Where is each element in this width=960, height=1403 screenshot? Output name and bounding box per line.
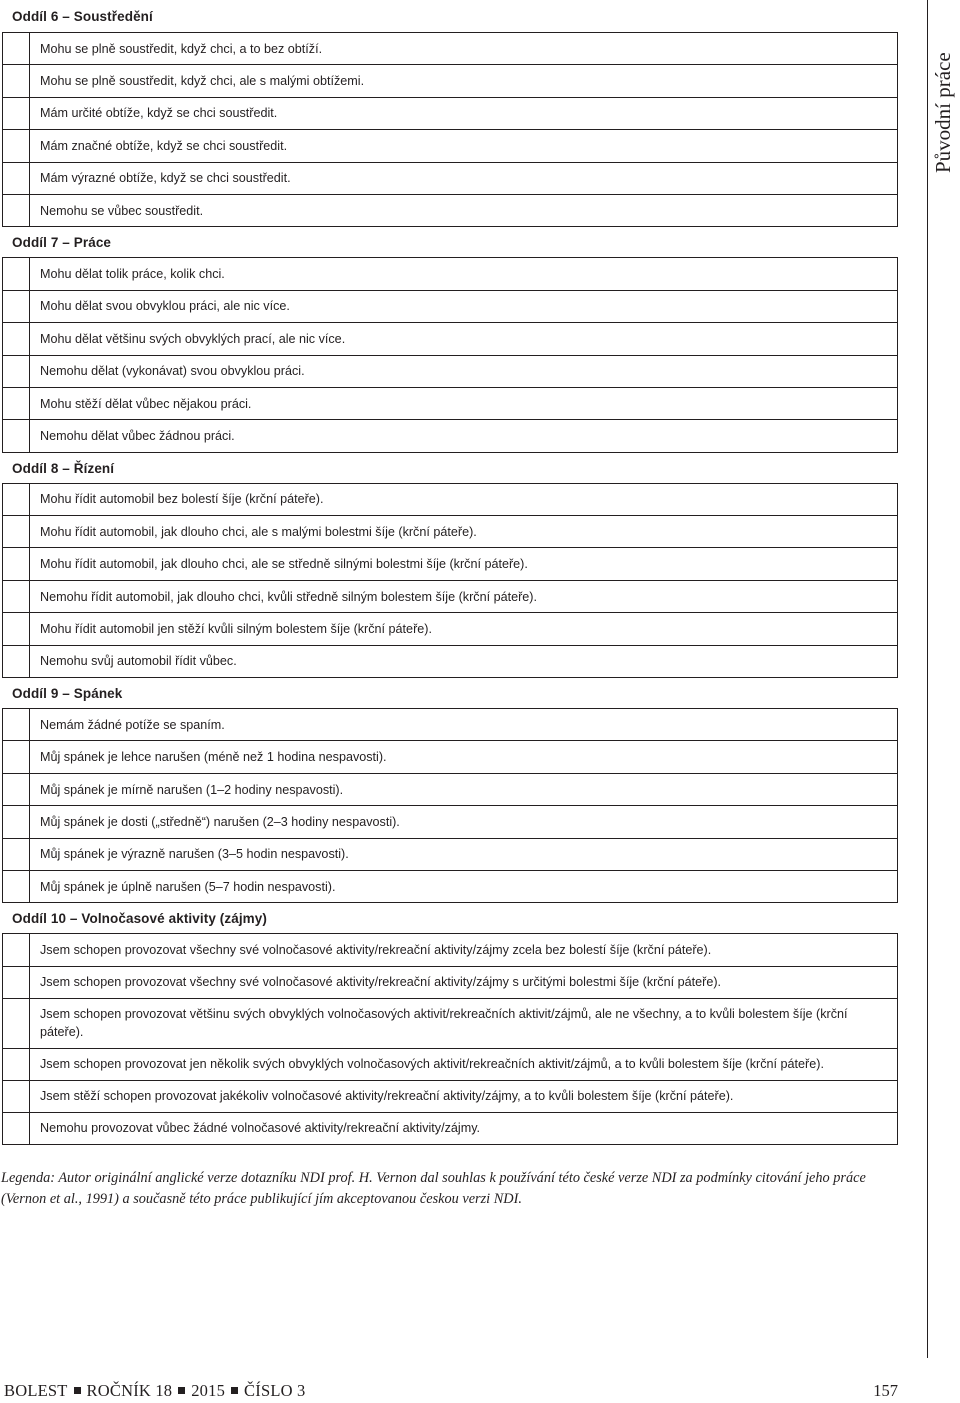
option-checkbox[interactable] — [3, 773, 30, 805]
option-checkbox[interactable] — [3, 870, 30, 902]
option-text: Můj spánek je mírně narušen (1–2 hodiny nespavosti). — [30, 773, 898, 805]
option-text: Můj spánek je lehce narušen (méně než 1 hodina nespavosti). — [30, 741, 898, 773]
option-text: Můj spánek je úplně narušen (5–7 hodin nespavosti). — [30, 870, 898, 902]
options-table — [2, 483, 898, 678]
option-text: Mám výrazné obtíže, když se chci soustředit. — [30, 162, 898, 194]
option-row — [3, 580, 898, 612]
side-label — [931, 0, 955, 173]
option-row — [3, 290, 898, 322]
journal-info — [4, 1381, 306, 1401]
option-row — [3, 130, 898, 162]
journal-volume: ROČNÍK 18 — [86, 1381, 173, 1400]
option-row — [3, 420, 898, 452]
option-text: Nemohu provozovat vůbec žádné volnočasové aktivity/rekreační aktivity/zájmy. — [30, 1112, 898, 1144]
option-row — [3, 1048, 898, 1080]
option-checkbox[interactable] — [3, 645, 30, 677]
option-row — [3, 966, 898, 998]
square-separator-icon — [74, 1387, 81, 1394]
options-table — [2, 708, 898, 903]
side-label-text: Původní práce — [931, 52, 955, 173]
option-text: Jsem schopen provozovat všechny své volnočasové aktivity/rekreační aktivity/zájmy s určitými bolestmi šíje (krční páteře). — [30, 966, 898, 998]
section-title: Oddíl 8 – Řízení — [12, 460, 115, 476]
option-text: Mám značné obtíže, když se chci soustředit. — [30, 130, 898, 162]
option-text: Jsem schopen provozovat všechny své volnočasové aktivity/rekreační aktivity/zájmy zcela bez bolestí šíje (krční páteře). — [30, 934, 898, 966]
option-checkbox[interactable] — [3, 613, 30, 645]
option-checkbox[interactable] — [3, 162, 30, 194]
option-row — [3, 355, 898, 387]
option-checkbox[interactable] — [3, 355, 30, 387]
questionnaire-section — [0, 453, 900, 678]
option-text: Můj spánek je výrazně narušen (3–5 hodin nespavosti). — [30, 838, 898, 870]
square-separator-icon — [231, 1387, 238, 1394]
section-title: Oddíl 10 – Volnočasové aktivity (zájmy) — [12, 911, 267, 927]
option-checkbox[interactable] — [3, 934, 30, 966]
option-row — [3, 323, 898, 355]
option-row — [3, 548, 898, 580]
option-checkbox[interactable] — [3, 709, 30, 741]
option-text: Nemohu dělat (vykonávat) svou obvyklou práci. — [30, 355, 898, 387]
section-title: Oddíl 9 – Spánek — [12, 686, 123, 702]
journal-year: 2015 — [191, 1381, 226, 1400]
option-text: Jsem stěží schopen provozovat jakékoliv volnočasové aktivity/rekreační aktivity/zájmy, a to kvůli bolestem šíje (krční páteře). — [30, 1080, 898, 1112]
questionnaire-section — [0, 903, 900, 1145]
option-checkbox[interactable] — [3, 290, 30, 322]
option-text: Nemám žádné potíže se spaním. — [30, 709, 898, 741]
option-checkbox[interactable] — [3, 838, 30, 870]
option-checkbox[interactable] — [3, 387, 30, 419]
option-text: Jsem schopen provozovat jen několik svých obvyklých volnočasových aktivit/rekreačních aktivit/zájmů, a to kvůli bolestem šíje (krční páteře). — [30, 1048, 898, 1080]
option-text: Mohu se plně soustředit, když chci, a to bez obtíží. — [30, 33, 898, 65]
option-text: Mohu řídit automobil jen stěží kvůli silným bolestem šíje (krční páteře). — [30, 613, 898, 645]
questionnaire-section — [0, 227, 900, 452]
option-text: Mohu dělat svou obvyklou práci, ale nic více. — [30, 290, 898, 322]
footer — [4, 1381, 898, 1403]
option-text: Nemohu dělat vůbec žádnou práci. — [30, 420, 898, 452]
side-rule — [927, 0, 928, 1358]
option-row — [3, 162, 898, 194]
option-text: Nemohu svůj automobil řídit vůbec. — [30, 645, 898, 677]
journal-issue: ČÍSLO 3 — [244, 1381, 306, 1400]
option-row — [3, 483, 898, 515]
option-checkbox[interactable] — [3, 420, 30, 452]
option-checkbox[interactable] — [3, 33, 30, 65]
option-checkbox[interactable] — [3, 194, 30, 226]
option-checkbox[interactable] — [3, 1112, 30, 1144]
option-row — [3, 934, 898, 966]
options-table — [2, 32, 898, 227]
option-row — [3, 194, 898, 226]
option-text: Mohu řídit automobil, jak dlouho chci, ale s malými bolestmi šíje (krční páteře). — [30, 516, 898, 548]
options-table — [2, 257, 898, 452]
option-text: Můj spánek je dosti („středně“) narušen (2–3 hodiny nespavosti). — [30, 806, 898, 838]
legend: Legenda: Autor originální anglické verze dotazníku NDI prof. H. Vernon dal souhlas k používání této české verze NDI za podmínky citování jeho práce (Vernon et al., 1991) a současně této práce publikující jím akceptovanou českou verzi NDI. — [1, 1170, 866, 1207]
option-checkbox[interactable] — [3, 580, 30, 612]
option-row — [3, 387, 898, 419]
option-row — [3, 65, 898, 97]
option-checkbox[interactable] — [3, 998, 30, 1048]
option-row — [3, 838, 898, 870]
option-text: Mohu řídit automobil bez bolestí šíje (krční páteře). — [30, 483, 898, 515]
option-row — [3, 97, 898, 129]
option-row — [3, 741, 898, 773]
option-checkbox[interactable] — [3, 130, 30, 162]
journal-name: BOLEST — [4, 1381, 68, 1400]
option-row — [3, 998, 898, 1048]
option-row — [3, 258, 898, 290]
option-checkbox[interactable] — [3, 1080, 30, 1112]
option-text: Mohu řídit automobil, jak dlouho chci, ale se středně silnými bolestmi šíje (krční páteře). — [30, 548, 898, 580]
option-checkbox[interactable] — [3, 97, 30, 129]
option-checkbox[interactable] — [3, 323, 30, 355]
option-row — [3, 870, 898, 902]
section-title: Oddíl 6 – Soustředění — [12, 9, 153, 24]
option-checkbox[interactable] — [3, 1048, 30, 1080]
option-checkbox[interactable] — [3, 741, 30, 773]
option-checkbox[interactable] — [3, 258, 30, 290]
option-text: Nemohu se vůbec soustředit. — [30, 194, 898, 226]
page-number: 157 — [873, 1381, 898, 1400]
option-row — [3, 1112, 898, 1144]
section-title: Oddíl 7 – Práce — [12, 235, 112, 251]
option-row — [3, 645, 898, 677]
option-row — [3, 773, 898, 805]
option-text: Mohu stěží dělat vůbec nějakou práci. — [30, 387, 898, 419]
option-checkbox[interactable] — [3, 516, 30, 548]
square-separator-icon — [178, 1387, 185, 1394]
option-text: Mám určité obtíže, když se chci soustředit. — [30, 97, 898, 129]
option-text: Mohu dělat tolik práce, kolik chci. — [30, 258, 898, 290]
questionnaire-section — [0, 678, 900, 903]
option-row — [3, 806, 898, 838]
option-text: Nemohu řídit automobil, jak dlouho chci, kvůli středně silným bolestem šíje (krční páteře). — [30, 580, 898, 612]
option-checkbox[interactable] — [3, 548, 30, 580]
options-table — [2, 933, 898, 1145]
option-checkbox[interactable] — [3, 806, 30, 838]
option-row — [3, 516, 898, 548]
option-checkbox[interactable] — [3, 65, 30, 97]
option-row — [3, 709, 898, 741]
option-checkbox[interactable] — [3, 483, 30, 515]
option-row — [3, 613, 898, 645]
option-row — [3, 1080, 898, 1112]
option-text: Mohu se plně soustředit, když chci, ale s malými obtížemi. — [30, 65, 898, 97]
option-checkbox[interactable] — [3, 966, 30, 998]
option-text: Jsem schopen provozovat většinu svých obvyklých volnočasových aktivit/rekreačních aktivit/zájmů, ale ne všechny, a to kvůli bolestem šíje (krční páteře). — [30, 998, 898, 1048]
questionnaire-section — [0, 0, 900, 227]
option-row — [3, 33, 898, 65]
option-text: Mohu dělat většinu svých obvyklých prací, ale nic více. — [30, 323, 898, 355]
